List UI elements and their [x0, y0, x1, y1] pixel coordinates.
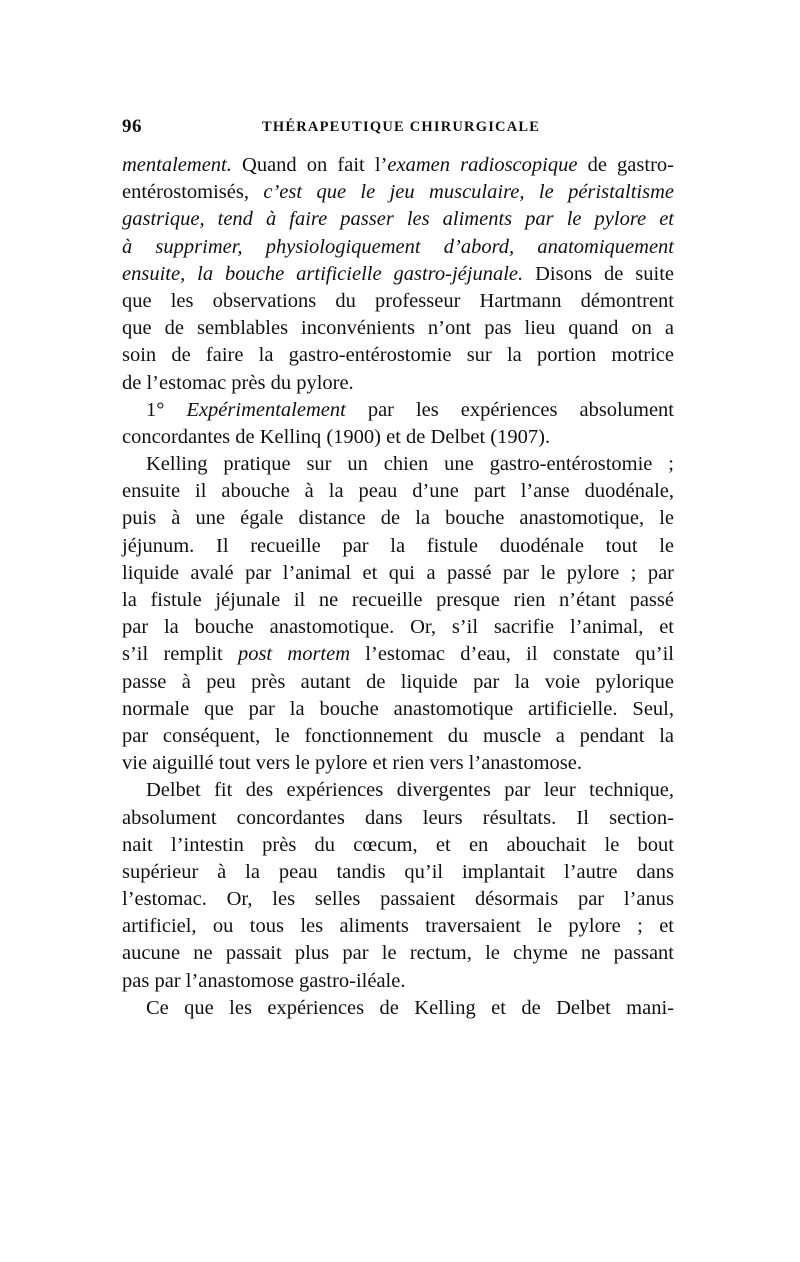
italic-text: à supprimer, physiologiquement d’abord, anatomiquement: [122, 235, 674, 258]
text-line: [122, 179, 674, 206]
italic-text: mentalement.: [122, 154, 232, 176]
text-line: [122, 940, 674, 967]
text-run: jéjunum. Il recueille par la fistule duodénale tout le: [122, 534, 674, 557]
text-run: la fistule jéjunale il ne recueille presque rien n’étant passé: [122, 589, 674, 611]
text-run: Quand on fait l’: [231, 154, 388, 176]
text-line: [122, 777, 674, 804]
text-run: 1°: [146, 398, 187, 421]
italic-text: c’est que le jeu musculaire, le péristaltisme: [263, 181, 674, 204]
text-line: [122, 995, 674, 1022]
text-line: [122, 641, 674, 668]
text-line: [122, 478, 674, 505]
text-run: Ce que les expériences de Kelling et de Delbet mani-: [146, 996, 674, 1019]
text-line: [122, 505, 674, 532]
running-title: THÉRAPEUTIQUE CHIRURGICALE: [262, 119, 541, 135]
italic-text: examen radioscopique: [387, 154, 578, 176]
italic-text: gastrique, tend à faire passer les aliments par le pylore et: [122, 208, 674, 231]
text-line: [122, 261, 674, 288]
text-run: vie aiguillé tout vers le pylore et rien vers l’anastomose.: [122, 752, 582, 775]
italic-text: Expérimentalement: [186, 398, 346, 421]
text-run: l’estomac d’eau, il constate qu’il: [350, 643, 674, 666]
text-line: [122, 533, 674, 560]
text-line: [122, 669, 674, 696]
text-run: par les expériences absolument: [345, 398, 674, 421]
text-line: [122, 805, 674, 832]
text-run: normale que par la bouche anastomotique artificielle. Seul,: [122, 697, 674, 720]
text-line: [122, 968, 674, 995]
text-line: [122, 206, 674, 233]
text-run: de l’estomac près du pylore.: [122, 371, 354, 394]
text-run: aucune ne passait plus par le rectum, le chyme ne passant: [122, 942, 674, 965]
body-text: [122, 152, 674, 1022]
text-line: [122, 913, 674, 940]
italic-text: ensuite, la bouche artificielle gastro-jéjunale.: [122, 262, 524, 285]
text-line: [122, 370, 674, 397]
text-run: entérostomisés,: [122, 181, 264, 204]
text-line: [122, 614, 674, 641]
text-line: [122, 750, 674, 777]
text-line: [122, 288, 674, 315]
text-line: [122, 832, 674, 859]
italic-text: post mortem: [237, 643, 351, 666]
text-line: [122, 859, 674, 886]
text-line: [122, 723, 674, 750]
text-line: [122, 315, 674, 342]
text-run: puis à une égale distance de la bouche anastomotique, le: [122, 507, 674, 530]
text-run: absolument concordantes dans leurs résultats. Il section-: [122, 806, 674, 829]
page-number: 96: [122, 116, 142, 137]
text-run: s’il remplit: [122, 643, 238, 666]
text-run: concordantes de Kellinq (1900) et de Delbet (1907).: [122, 425, 551, 448]
text-run: l’estomac. Or, les selles passaient désormais par l’anus: [122, 888, 674, 911]
text-line: [122, 886, 674, 913]
text-run: pas par l’anastomose gastro-iléale.: [122, 969, 406, 992]
text-run: Delbet fit des expériences divergentes par leur technique,: [146, 779, 674, 802]
text-run: par conséquent, le fonctionnement du muscle a pendant la: [122, 724, 674, 747]
text-line: [122, 451, 674, 478]
text-run: soin de faire la gastro-entérostomie sur la portion motrice: [122, 344, 674, 367]
text-line: [122, 424, 674, 451]
text-line: [122, 587, 674, 614]
text-run: liquide avalé par l’animal et qui a passé par le pylore ; par: [122, 561, 674, 584]
page-header: [122, 116, 682, 140]
text-line: [122, 152, 674, 179]
text-line: [122, 342, 674, 369]
text-run: de gastro-: [577, 154, 674, 176]
text-run: que les observations du professeur Hartmann démontrent: [122, 289, 674, 312]
text-run: nait l’intestin près du cœcum, et en abouchait le bout: [122, 833, 674, 856]
text-run: artificiel, ou tous les aliments traversaient le pylore ; et: [122, 915, 674, 938]
text-run: Kelling pratique sur un chien une gastro-entérostomie ;: [146, 453, 674, 476]
text-run: supérieur à la peau tandis qu’il implantait l’autre dans: [122, 860, 674, 883]
text-line: [122, 560, 674, 587]
text-run: Disons de suite: [523, 262, 674, 285]
text-run: ensuite il abouche à la peau d’une part l’anse duodénale,: [122, 480, 674, 503]
text-line: [122, 696, 674, 723]
text-run: que de semblables inconvénients n’ont pas lieu quand on a: [122, 317, 674, 340]
text-line: [122, 397, 674, 424]
text-run: par la bouche anastomotique. Or, s’il sacrifie l’animal, et: [122, 616, 674, 639]
text-line: [122, 234, 674, 261]
text-run: passe à peu près autant de liquide par la voie pylorique: [122, 670, 674, 693]
